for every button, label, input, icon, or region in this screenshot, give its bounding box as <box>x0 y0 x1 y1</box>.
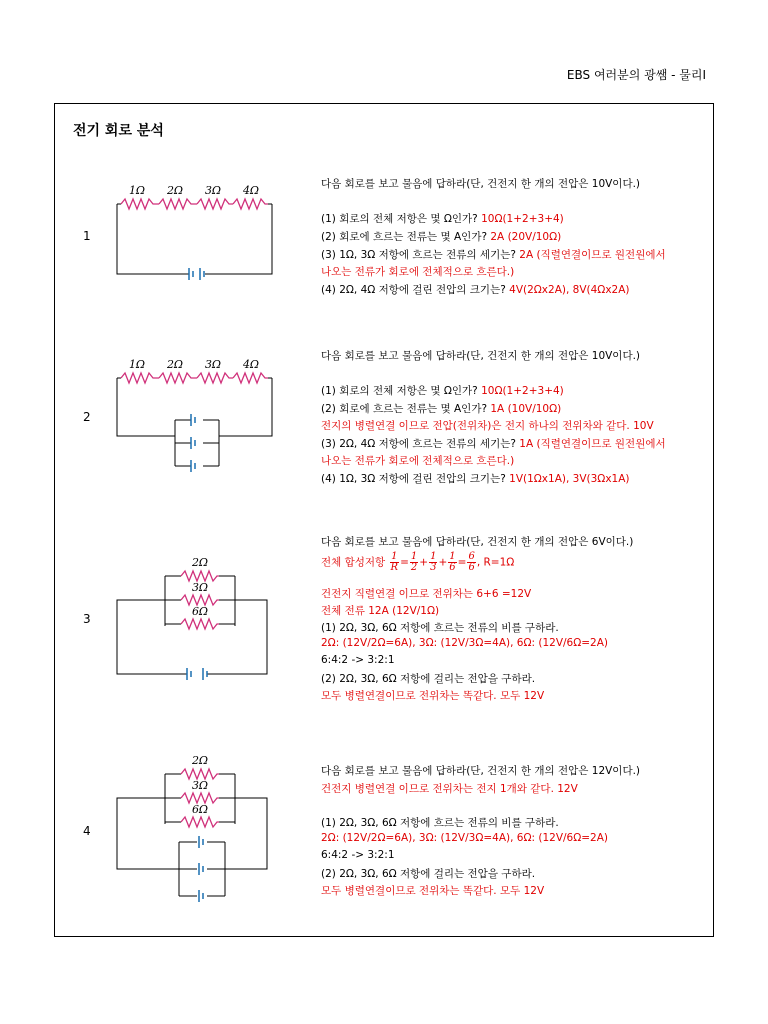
question-text: 전체 합성저항 <box>321 556 386 569</box>
answer-text: 4V(2Ωx2A), 8V(4Ωx2A) <box>509 284 630 296</box>
page-header: EBS 여러분의 광쌤 - 물리I <box>566 68 706 82</box>
resistor-label-1-2: 2Ω <box>166 184 184 197</box>
question-text: 6 <box>468 562 475 573</box>
resistor-label-3-1: 2Ω <box>191 556 209 569</box>
question-text: (1) 2Ω, 3Ω, 6Ω 저항에 흐르는 전류의 비를 구하라. <box>321 622 559 634</box>
answer-text: 1A (10V/10Ω) <box>490 403 562 415</box>
resistor-label-2-2: 2Ω <box>166 358 184 371</box>
p2-line-4 <box>321 436 666 451</box>
question-text: (1) 회로의 전체 저항은 몇 Ω인가? <box>321 213 482 225</box>
content-box <box>54 103 714 937</box>
p4-line-5 <box>321 849 395 861</box>
resistor-label-1-4: 4Ω <box>242 184 260 197</box>
question-text: , R=1Ω <box>476 556 515 569</box>
p3-line-4 <box>321 654 395 666</box>
p1-line-3 <box>321 247 666 262</box>
question-text: (4) 2Ω, 4Ω 저항에 걸린 전압의 크기는? <box>321 284 510 296</box>
resistor-label-1-1: 1Ω <box>128 184 146 197</box>
resistor-label-4-1: 2Ω <box>191 754 209 767</box>
question-text: 다음 회로를 보고 물음에 답하라(단, 건전지 한 개의 전압은 10V이다.) <box>321 350 641 362</box>
question-text: (3) 1Ω, 3Ω 저항에 흐르는 전류의 세기는? <box>321 249 520 261</box>
answer-text: 2A (20V/10Ω) <box>490 231 562 243</box>
p2-line-0 <box>321 348 640 363</box>
circuit-diagram-2 <box>117 358 277 473</box>
answer-text: 나오는 전류가 회로에 전체적으로 흐른다.) <box>321 266 515 278</box>
resistor-label-4-2: 3Ω <box>191 779 209 792</box>
question-text: (1) 2Ω, 3Ω, 6Ω 저항에 흐르는 전류의 비를 구하라. <box>321 817 559 829</box>
resistor-label-2-4: 4Ω <box>242 358 260 371</box>
p2-line-3 <box>321 418 654 433</box>
problem-number-1: 1 <box>83 229 91 243</box>
question-text: 1 <box>391 551 398 562</box>
question-text: 6:4:2 -> 3:2:1 <box>321 654 395 666</box>
answer-text: 건전지 병렬연결 이므로 전위차는 전지 1개와 같다. 12V <box>321 783 578 795</box>
p1-line-0 <box>321 176 640 191</box>
question-text <box>390 552 400 573</box>
question-text: 1 <box>430 551 437 562</box>
circuit-diagram-1 <box>117 184 277 284</box>
p4-line-7 <box>321 883 544 898</box>
resistor-label-2-1: 1Ω <box>128 358 146 371</box>
p3-line-1 <box>321 603 439 618</box>
p2-line-6 <box>321 471 630 486</box>
p3-line-5 <box>321 671 535 686</box>
problem-number-4: 4 <box>83 824 91 838</box>
question-text: (2) 2Ω, 3Ω, 6Ω 저항에 걸리는 전압을 구하라. <box>321 673 536 685</box>
p3-intro: 다음 회로를 보고 물음에 답하라(단, 건전지 한 개의 전압은 6V이다.) <box>321 536 634 548</box>
answer-text: 2Ω: (12V/2Ω=6A), 3Ω: (12V/3Ω=4A), 6Ω: (12V/6Ω=2A) <box>321 637 609 649</box>
question-text: 3 <box>430 562 437 573</box>
p2-line-5 <box>321 453 514 468</box>
p1-line-5 <box>321 282 630 297</box>
p4-line-3 <box>321 815 559 830</box>
problem-number-2: 2 <box>83 410 91 424</box>
question-text: 다음 회로를 보고 물음에 답하라(단, 건전지 한 개의 전압은 10V이다.) <box>321 178 641 190</box>
page-title: 전기 회로 분석 <box>73 123 164 139</box>
resistor-label-2-3: 3Ω <box>204 358 222 371</box>
answer-text: 2A (직렬연결이므로 원전원에서 <box>519 249 666 261</box>
question-text: 1 <box>449 551 456 562</box>
answer-text: 10Ω(1+2+3+4) <box>481 213 564 225</box>
answer-text: 건전지 직렬연결 이므로 전위차는 6+6 =12V <box>321 588 532 600</box>
question-text: (4) 1Ω, 3Ω 저항에 걸린 전압의 크기는? <box>321 473 510 485</box>
resistor-label-4-3: 6Ω <box>191 803 209 816</box>
p1-line-1 <box>321 211 564 226</box>
question-text <box>448 552 456 573</box>
question-text: 1 <box>410 551 418 562</box>
question-text: 다음 회로를 보고 물음에 답하라(단, 건전지 한 개의 전압은 12V이다.) <box>321 765 641 777</box>
question-text: (2) 회로에 흐르는 전류는 몇 A인가? <box>321 403 491 415</box>
p3-line-2 <box>321 620 559 635</box>
p3-line-6 <box>321 688 544 703</box>
answer-text: 10Ω(1+2+3+4) <box>481 385 564 397</box>
p3-line-3 <box>321 637 608 649</box>
answer-text: 모두 병렬연결이므로 전위차는 똑같다. 모두 12V <box>321 690 545 702</box>
p2-line-1 <box>321 383 564 398</box>
answer-text: 모두 병렬연결이므로 전위차는 똑같다. 모두 12V <box>321 885 545 897</box>
question-text: (2) 2Ω, 3Ω, 6Ω 저항에 걸리는 전압을 구하라. <box>321 868 536 880</box>
answer-text: 2Ω: (12V/2Ω=6A), 3Ω: (12V/3Ω=4A), 6Ω: (12V/6Ω=2A) <box>321 832 609 844</box>
question-text: (1) 회로의 전체 저항은 몇 Ω인가? <box>321 385 482 397</box>
p1-line-4 <box>321 264 514 279</box>
question-text: 2 <box>410 562 418 573</box>
resistor-label-1-3: 3Ω <box>204 184 222 197</box>
resistor-label-3-3: 6Ω <box>191 605 209 618</box>
question-text <box>429 552 437 573</box>
question-text: (2) 회로에 흐르는 전류는 몇 A인가? <box>321 231 491 243</box>
p3-line-0 <box>321 586 531 601</box>
p4-line-1 <box>321 781 578 796</box>
circuit-diagram-3 <box>117 556 277 681</box>
question-text: 6 <box>449 562 456 573</box>
resistor-label-3-2: 3Ω <box>191 581 209 594</box>
p3-formula: 전체 합성저항 $\frac{1}{R}$ = $\frac{1}{2}$ + $\frac{1}{3}$ + $\frac{1}{6}$ = $\frac{6}{6}$ , R=1Ω <box>321 551 515 573</box>
p4-line-4 <box>321 832 608 844</box>
answer-text: 1A (직렬연결이므로 원전원에서 <box>519 438 666 450</box>
question-text: (3) 2Ω, 4Ω 저항에 흐르는 전류의 세기는? <box>321 438 520 450</box>
answer-text: 1V(1Ωx1A), 3V(3Ωx1A) <box>509 473 630 485</box>
question-text: 6 <box>468 551 475 562</box>
p4-line-6 <box>321 866 535 881</box>
p4-line-0 <box>321 763 640 778</box>
question-text: R <box>390 562 399 573</box>
circuit-diagram-4 <box>117 754 277 904</box>
answer-text: 나오는 전류가 회로에 전체적으로 흐른다.) <box>321 455 515 467</box>
answer-text: 전체 전류 12A (12V/1Ω) <box>321 605 440 617</box>
question-text <box>410 552 418 573</box>
answer-text: 전지의 병렬연결 이므로 전압(전위차)은 전지 하나의 전위차와 같다. 10V <box>321 420 654 432</box>
p2-line-2 <box>321 401 561 416</box>
question-text <box>467 552 475 573</box>
question-text: 6:4:2 -> 3:2:1 <box>321 849 395 861</box>
p1-line-2 <box>321 229 561 244</box>
problem-number-3: 3 <box>83 612 91 626</box>
